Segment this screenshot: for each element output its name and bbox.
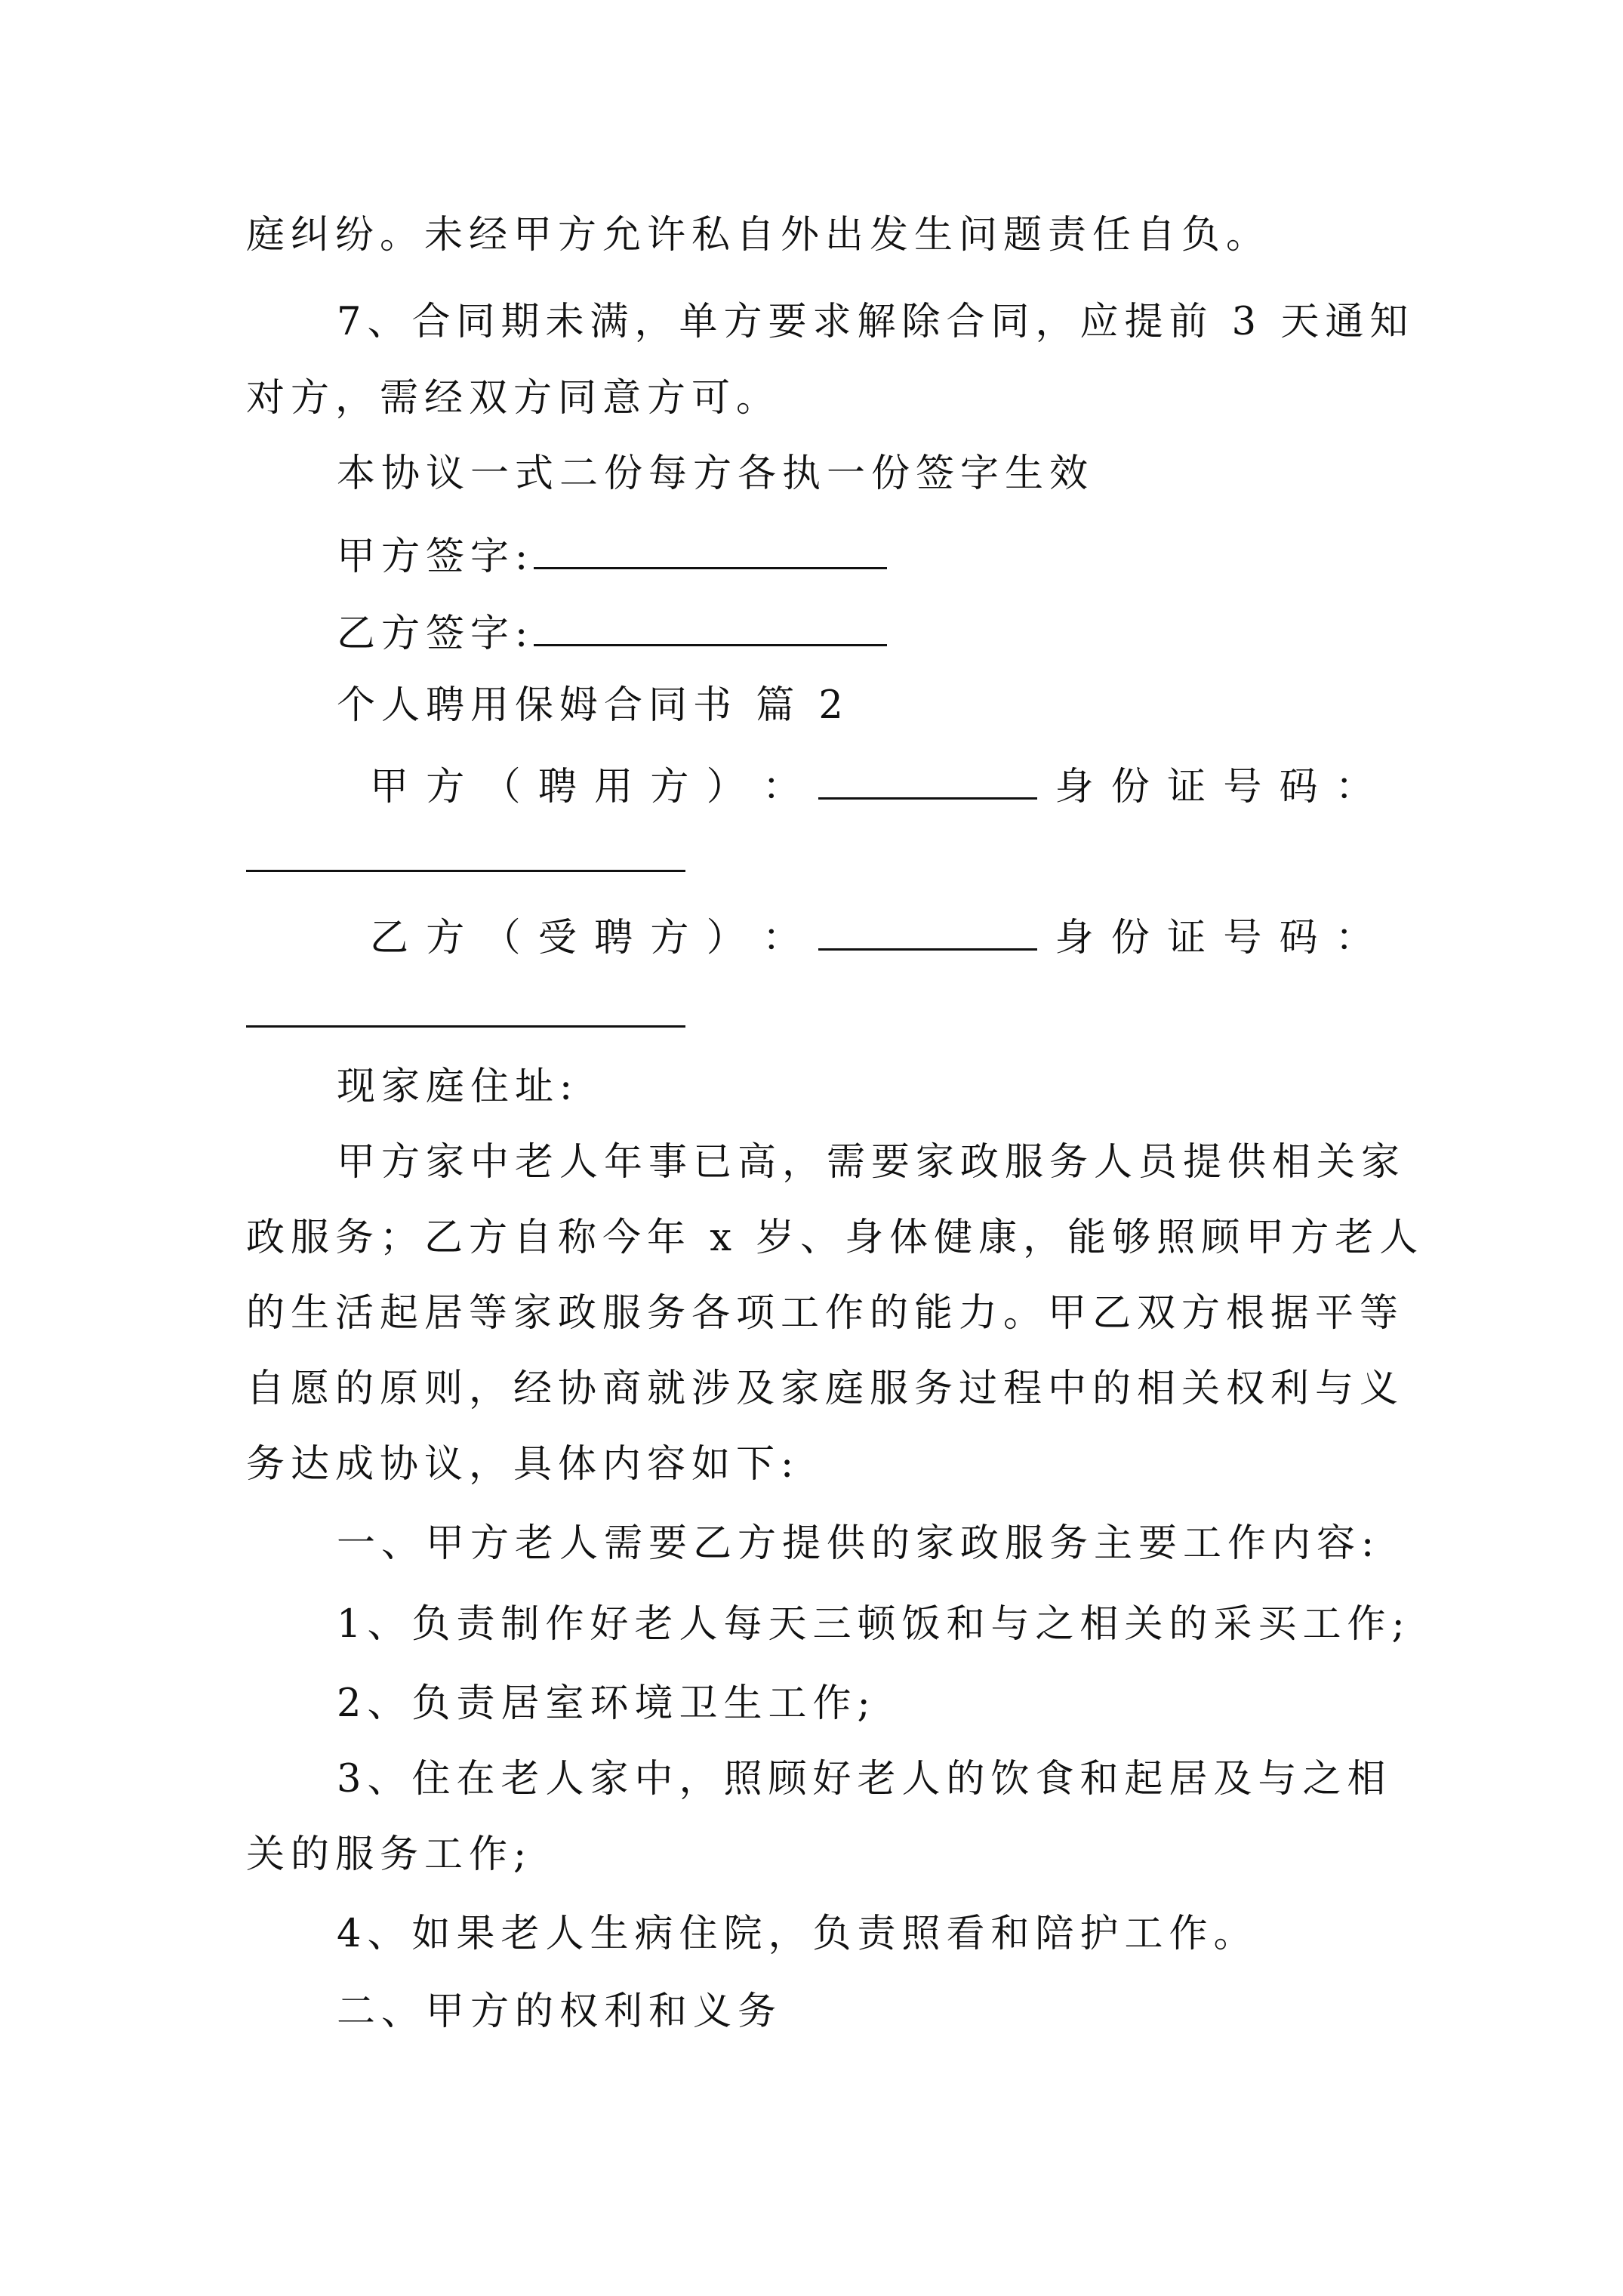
party-a-char: 聘: [537, 765, 577, 809]
party-b-id-char: ：: [1335, 916, 1374, 960]
party-b-id-char: 证: [1167, 916, 1206, 960]
party-b-char: 方: [650, 916, 689, 960]
party-b-id-char: 身: [1055, 916, 1094, 960]
clause-7-line-1: 7、合同期未满，单方要求解除合同，应提前 3 天通知: [337, 300, 1415, 344]
party-a-signature-blank[interactable]: [534, 531, 887, 569]
party-a-id-char: 证: [1167, 765, 1206, 809]
party-b-id-blank[interactable]: [246, 1025, 685, 1028]
duty-item-2: 2、负责居室环境卫生工作;: [337, 1681, 876, 1726]
party-a-char: ：: [762, 765, 801, 809]
party-a-char: 用: [594, 765, 633, 809]
party-a-id-char: 份: [1110, 765, 1150, 809]
party-b-char: ）: [706, 916, 745, 960]
party-a-char: 方: [426, 765, 465, 809]
party-b-char: 聘: [594, 916, 633, 960]
duty-item-4: 4、如果老人生病住院，负责照看和陪护工作。: [337, 1912, 1258, 1956]
clause-7-line-2: 对方，需经双方同意方可。: [246, 376, 781, 421]
home-address-label: 现家庭住址:: [337, 1065, 579, 1109]
party-a-signature-row: [337, 531, 887, 580]
preamble-line-4: 自愿的原则，经协商就涉及家庭服务过程中的相关权利与义: [246, 1367, 1405, 1411]
preamble-line-5: 务达成协议，具体内容如下:: [246, 1442, 800, 1487]
party-b-signature-blank[interactable]: [534, 608, 887, 646]
section-two-heading: 二、甲方的权利和义务: [337, 1989, 783, 2034]
party-a-info-row: [370, 761, 1374, 810]
party-b-char: 方: [426, 916, 465, 960]
party-a-char: （: [482, 765, 521, 809]
party-b-info-row: [370, 912, 1374, 961]
party-a-id-char: 码: [1279, 765, 1318, 809]
duty-item-1: 1、负责制作好老人每天三顿饭和与之相关的采买工作;: [337, 1602, 1411, 1647]
party-a-name-blank[interactable]: [818, 761, 1037, 800]
party-a-id-char: ：: [1335, 765, 1374, 809]
preamble-line-1: 甲方家中老人年事已高，需要家政服务人员提供相关家: [337, 1140, 1406, 1185]
preamble-line-2: 政服务；乙方自称今年 x 岁、身体健康，能够照顾甲方老人: [246, 1216, 1424, 1260]
party-b-signature-label: 乙方签字:: [337, 612, 534, 656]
party-b-id-char: 码: [1279, 916, 1318, 960]
party-b-char: （: [482, 916, 521, 960]
party-b-char: 乙: [370, 916, 409, 960]
party-a-char: 甲: [370, 765, 409, 809]
party-a-id-char: 身: [1055, 765, 1094, 809]
duty-item-3-line-1: 3、住在老人家中，照顾好老人的饮食和起居及与之相: [337, 1757, 1392, 1801]
party-a-id-blank[interactable]: [246, 870, 685, 872]
party-b-char: 受: [537, 916, 577, 960]
party-b-char: ：: [762, 916, 801, 960]
party-a-id-char: 号: [1223, 765, 1262, 809]
agreement-copies-note: 本协议一式二份每方各执一份签字生效: [337, 451, 1095, 496]
party-a-char: 方: [650, 765, 689, 809]
party-b-signature-row: [337, 608, 887, 657]
party-b-name-blank[interactable]: [818, 912, 1037, 951]
party-a-signature-label: 甲方签字:: [337, 535, 534, 579]
duty-item-3-line-2: 关的服务工作;: [246, 1832, 533, 1877]
party-b-id-char: 份: [1110, 916, 1150, 960]
party-a-char: ）: [706, 765, 745, 809]
paragraph-line: 庭纠纷。未经甲方允许私自外出发生问题责任自负。: [246, 213, 1271, 257]
preamble-line-3: 的生活起居等家政服务各项工作的能力。甲乙双方根据平等: [246, 1291, 1405, 1336]
party-b-id-char: 号: [1223, 916, 1262, 960]
section-one-heading: 一、甲方老人需要乙方提供的家政服务主要工作内容:: [337, 1521, 1381, 1566]
section-title: 个人聘用保姆合同书 篇 2: [337, 683, 849, 728]
